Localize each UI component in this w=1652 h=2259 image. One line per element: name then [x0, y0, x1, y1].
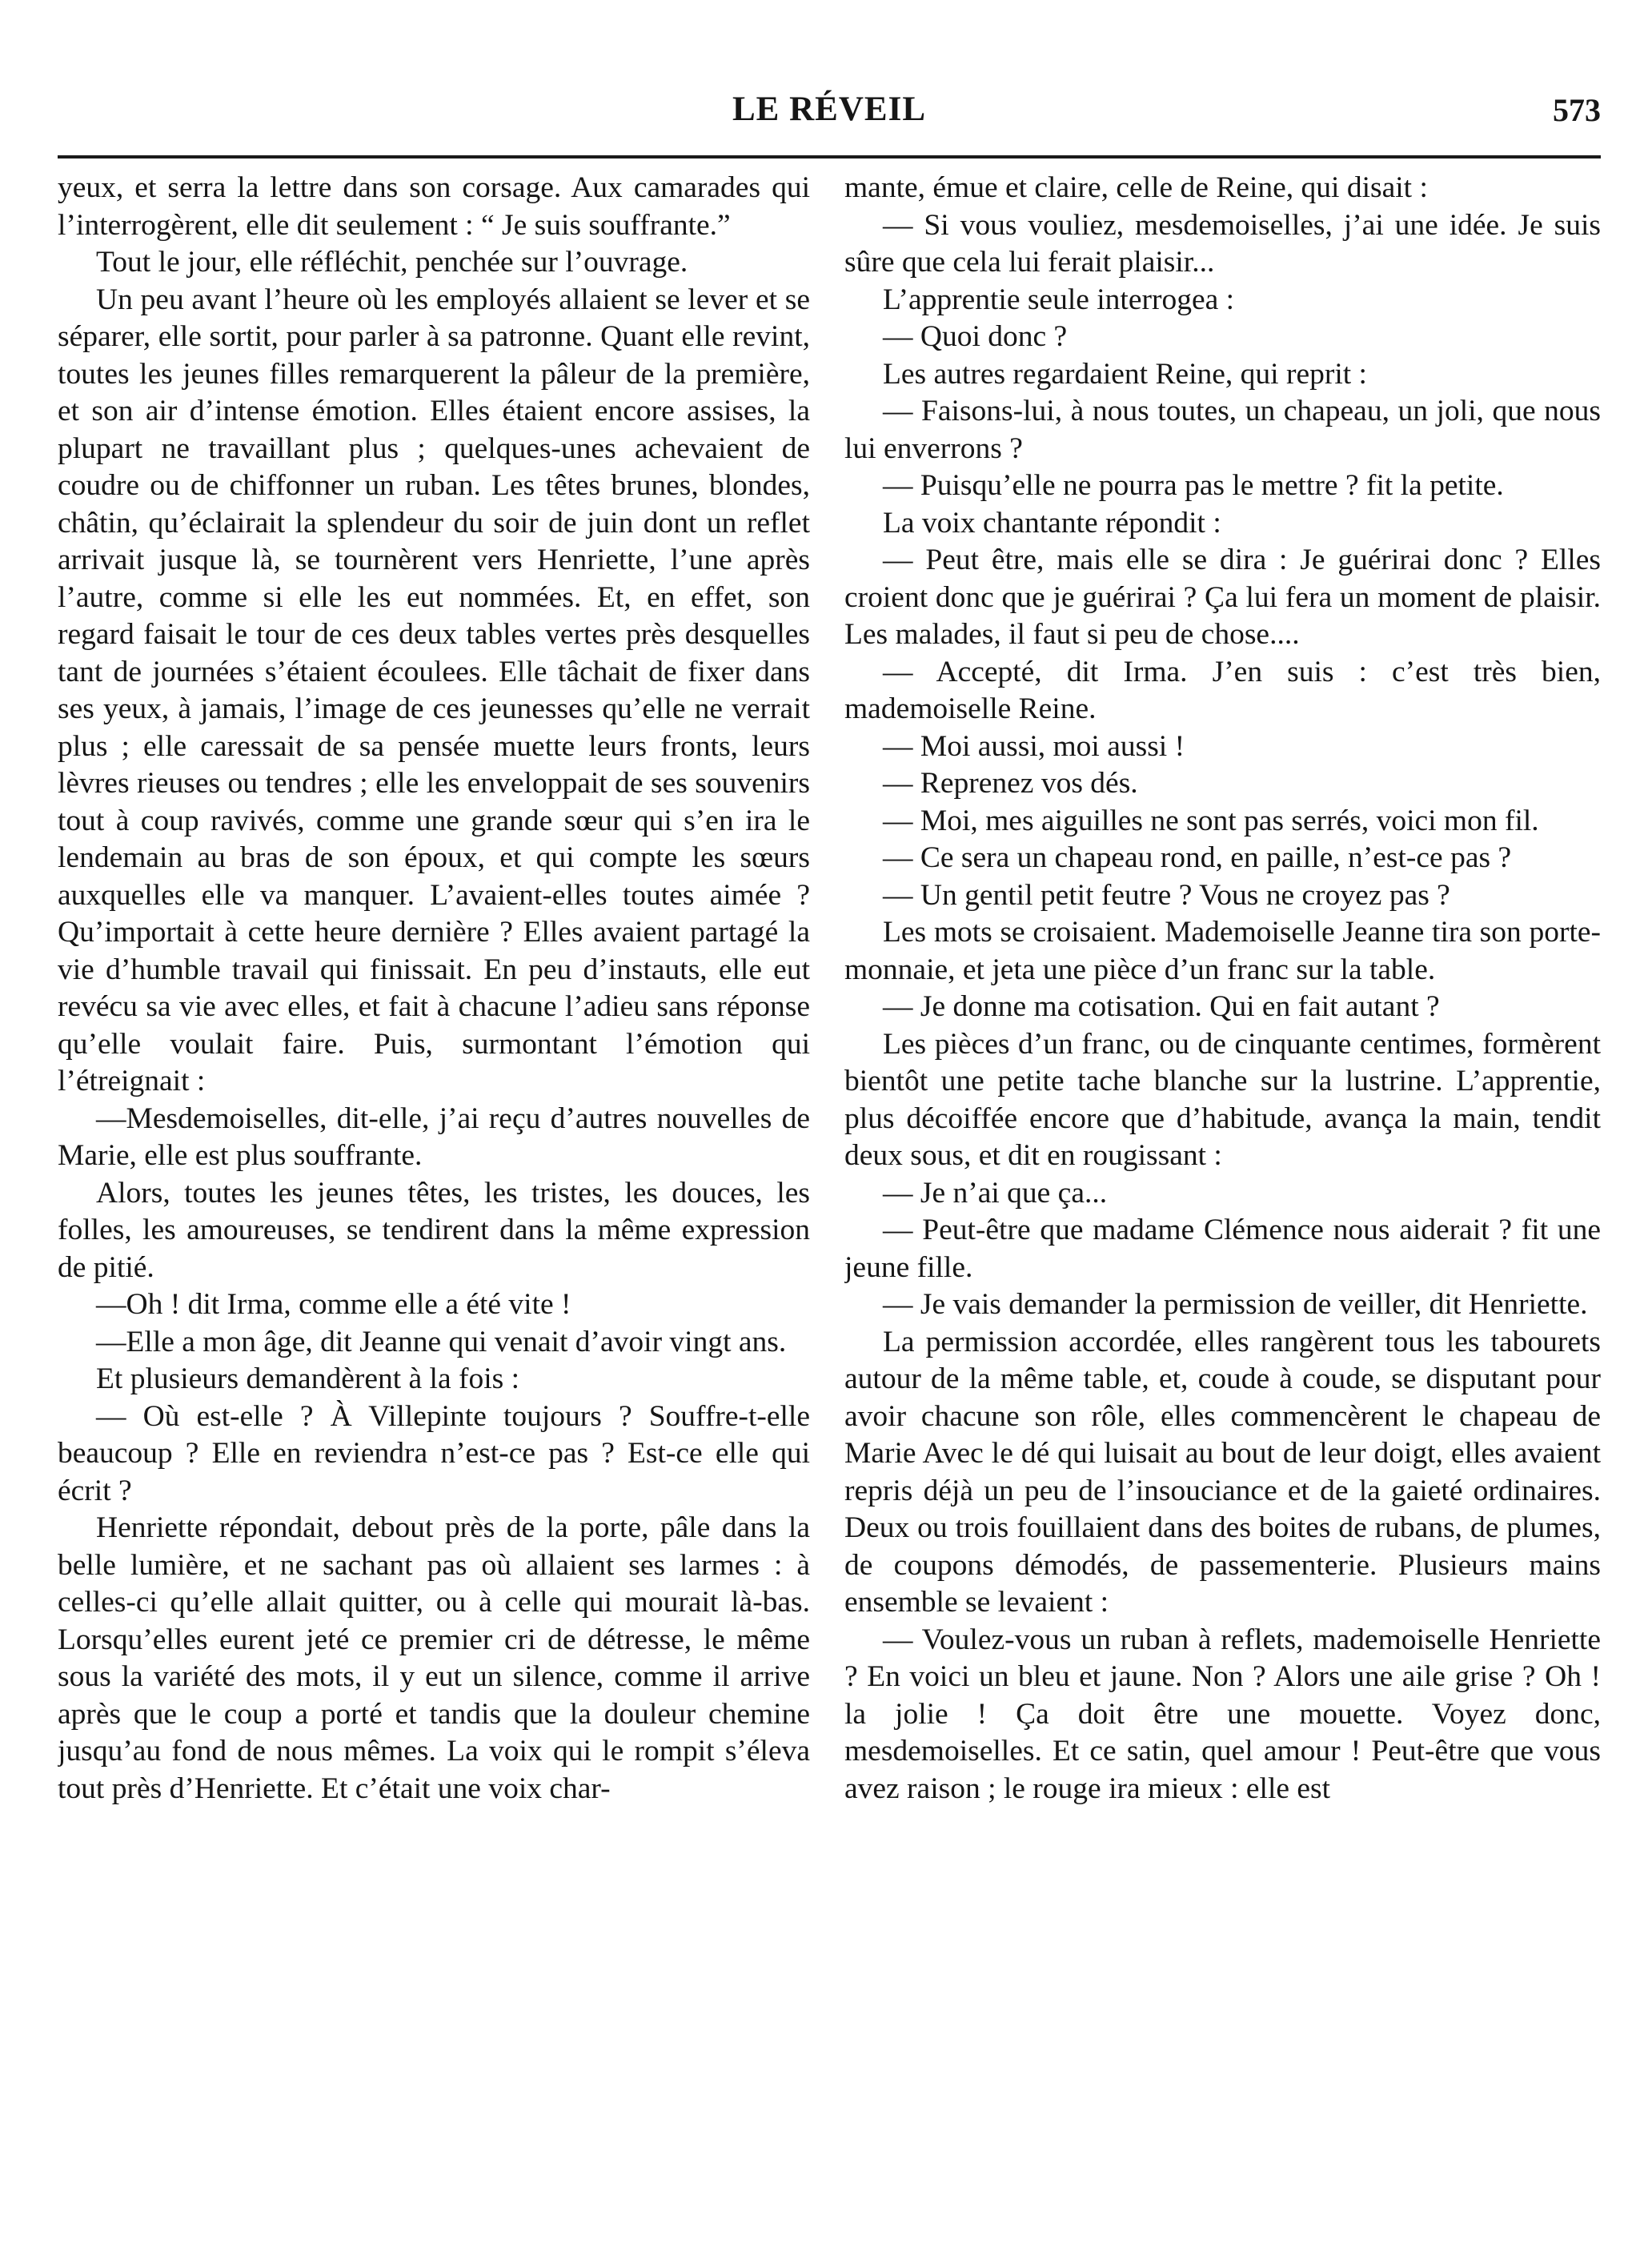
paragraph: — Où est-elle ? À Villepinte toujours ? Souffre-t-elle beaucoup ? Elle en reviendra n’est-ce pas ? Est-ce elle qui écrit ?	[58, 1399, 810, 1507]
paragraph: — Reprenez vos dés.	[883, 767, 1138, 800]
paragraph: yeux, et serra la lettre dans son corsage. Aux camarades qui l’interrogèrent, elle dit seulement : “ Je suis souffrante.”	[58, 171, 810, 242]
paragraph: L’apprentie seule interrogea :	[883, 283, 1235, 316]
paragraph: La voix chantante répondit :	[883, 506, 1221, 540]
right-column	[844, 170, 1601, 2219]
running-head	[58, 90, 1601, 130]
page-number: 573	[1553, 92, 1601, 128]
paragraph: — Accepté, dit Irma. J’en suis : c’est très bien, mademoiselle Reine.	[844, 655, 1601, 725]
paragraph: — Ce sera un chapeau rond, en paille, n’est-ce pas ?	[883, 841, 1512, 874]
left-column	[58, 170, 810, 2219]
paragraph: Les autres regardaient Reine, qui reprit :	[883, 357, 1367, 391]
paragraph: — Quoi donc ?	[883, 320, 1068, 353]
paragraph: Alors, toutes les jeunes têtes, les tristes, les douces, les folles, les amoureuses, se tendirent dans la même expression de pitié.	[58, 1176, 810, 1284]
paragraph: —Elle a mon âge, dit Jeanne qui venait d’avoir vingt ans.	[96, 1325, 787, 1358]
paragraph: — Je vais demander la permission de veiller, dit Henriette.	[883, 1288, 1588, 1321]
paragraph: Et plusieurs demandèrent à la fois :	[96, 1362, 520, 1395]
paragraph: — Peut-être que madame Clémence nous aiderait ? fit une jeune fille.	[844, 1214, 1601, 1284]
paragraph: — Peut être, mais elle se dira : Je guérirai donc ? Elles croient donc que je guérirai ? Ça lui fera un moment de plaisir. Les malades, il faut si peu de chose....	[844, 544, 1601, 651]
paragraph: — Je n’ai que ça...	[883, 1176, 1108, 1210]
paragraph: mante, émue et claire, celle de Reine, qui disait :	[844, 171, 1428, 204]
paragraph: — Moi, mes aiguilles ne sont pas serrés, voici mon fil.	[883, 804, 1539, 837]
paragraph: — Puisqu’elle ne pourra pas le mettre ? fit la petite.	[883, 469, 1504, 502]
paragraph: — Faisons-lui, à nous toutes, un chapeau, un joli, que nous lui enverrons ?	[844, 395, 1601, 465]
paragraph: —Mesdemoiselles, dit-elle, j’ai reçu d’autres nouvelles de Marie, elle est plus souffrante.	[58, 1101, 810, 1172]
paragraph: — Si vous vouliez, mesdemoiselles, j’ai une idée. Je suis sûre que cela lui ferait plaisir...	[844, 208, 1601, 279]
paragraph: —Oh ! dit Irma, comme elle a été vite !	[96, 1288, 571, 1321]
paragraph: Henriette répondait, debout près de la porte, pâle dans la belle lumière, et ne sachant pas où allaient ses larmes : à celles-ci qu’elle allait quitter, ou à celle qui mourait là-bas. Lorsqu’elles eurent jeté ce premier cri de détresse, le même sous la variété des mots, il y eut un silence, comme il arrive après que le coup a porté et tandis que la douleur chemine jusqu’au fond de nous mêmes. La voix qui le rompit s’éleva tout près d’Henriette. Et c’était une voix char-	[58, 1511, 810, 1805]
journal-title: LE RÉVEIL	[732, 90, 926, 128]
paragraph: Un peu avant l’heure où les employés allaient se lever et se séparer, elle sortit, pour parler à sa patronne. Quant elle revint, toutes les jeunes filles remarquerent la pâleur de la première, et son air d’intense émotion. Elles étaient encore assises, la plupart ne travaillant plus ; quelques-unes achevaient de coudre ou de chiffonner un ruban. Les têtes brunes, blondes, châtin, qu’éclairait la splendeur du soir de juin dont un reflet arrivait jusque là, se tournèrent vers Henriette, l’une après l’autre, comme si elle les eut nommées. Et, en effet, son regard faisait le tour de ces deux tables vertes près desquelles tant de journées s’étaient écoulees. Elle tâchait de fixer dans ses yeux, à jamais, l’image de ces jeunesses qu’elle ne verrait plus ; elle caressait de sa pensée muette leurs fronts, leurs lèvres rieuses ou tendres ; elle les enveloppait de ses souvenirs tout à coup ravivés, comme une grande sœur qui s’en ira le lendemain au bras de son époux, et qui compte les sœurs auxquelles elle va manquer. L’avaient-elles toutes aimée ? Qu’importait à cette heure dernière ? Elles avaient partagé la vie d’humble travail qui finissait. En peu d’instauts, elle eut revécu sa vie avec elles, et fait à chacune l’adieu sans réponse qu’elle voulait faire. Puis, surmontant l’émotion qui l’étreignait :	[58, 283, 810, 1097]
paragraph: — Un gentil petit feutre ? Vous ne croyez pas ?	[883, 878, 1450, 912]
paragraph: — Voulez-vous un ruban à reflets, mademoiselle Henriette ? En voici un bleu et jaune. Non ? Alors une aile grise ? Oh ! la jolie ! Ça doit être une mouette. Voyez donc, mesdemoiselles. Et ce satin, quel amour ! Peut-être que vous avez raison ; le rouge ira mieux : elle est	[844, 1623, 1601, 1805]
header-rule	[58, 155, 1601, 158]
paragraph: Les pièces d’un franc, ou de cinquante centimes, formèrent bientôt une petite tache blanche sur la lustrine. L’apprentie, plus décoiffée encore que d’habitude, avança la main, tendit deux sous, et dit en rougissant :	[844, 1027, 1601, 1172]
paragraph: La permission accordée, elles rangèrent tous les tabourets autour de la même table, et, coude à coude, se disputant pour avoir chacune son rôle, elles commencèrent le chapeau de Marie Avec le dé qui luisait au bout de leur doigt, elles avaient repris déjà un peu de l’insouciance et de la gaieté ordinaires. Deux ou trois fouillaient dans des boites de rubans, de plumes, de coupons démodés, de passementerie. Plusieurs mains ensemble se levaient :	[844, 1325, 1601, 1619]
paragraph: — Je donne ma cotisation. Qui en fait autant ?	[883, 990, 1440, 1023]
paragraph: Tout le jour, elle réfléchit, penchée sur l’ouvrage.	[96, 246, 688, 279]
paragraph: Les mots se croisaient. Mademoiselle Jeanne tira son porte-monnaie, et jeta une pièce d’un franc sur la table.	[844, 916, 1601, 986]
paragraph: — Moi aussi, moi aussi !	[883, 729, 1185, 763]
